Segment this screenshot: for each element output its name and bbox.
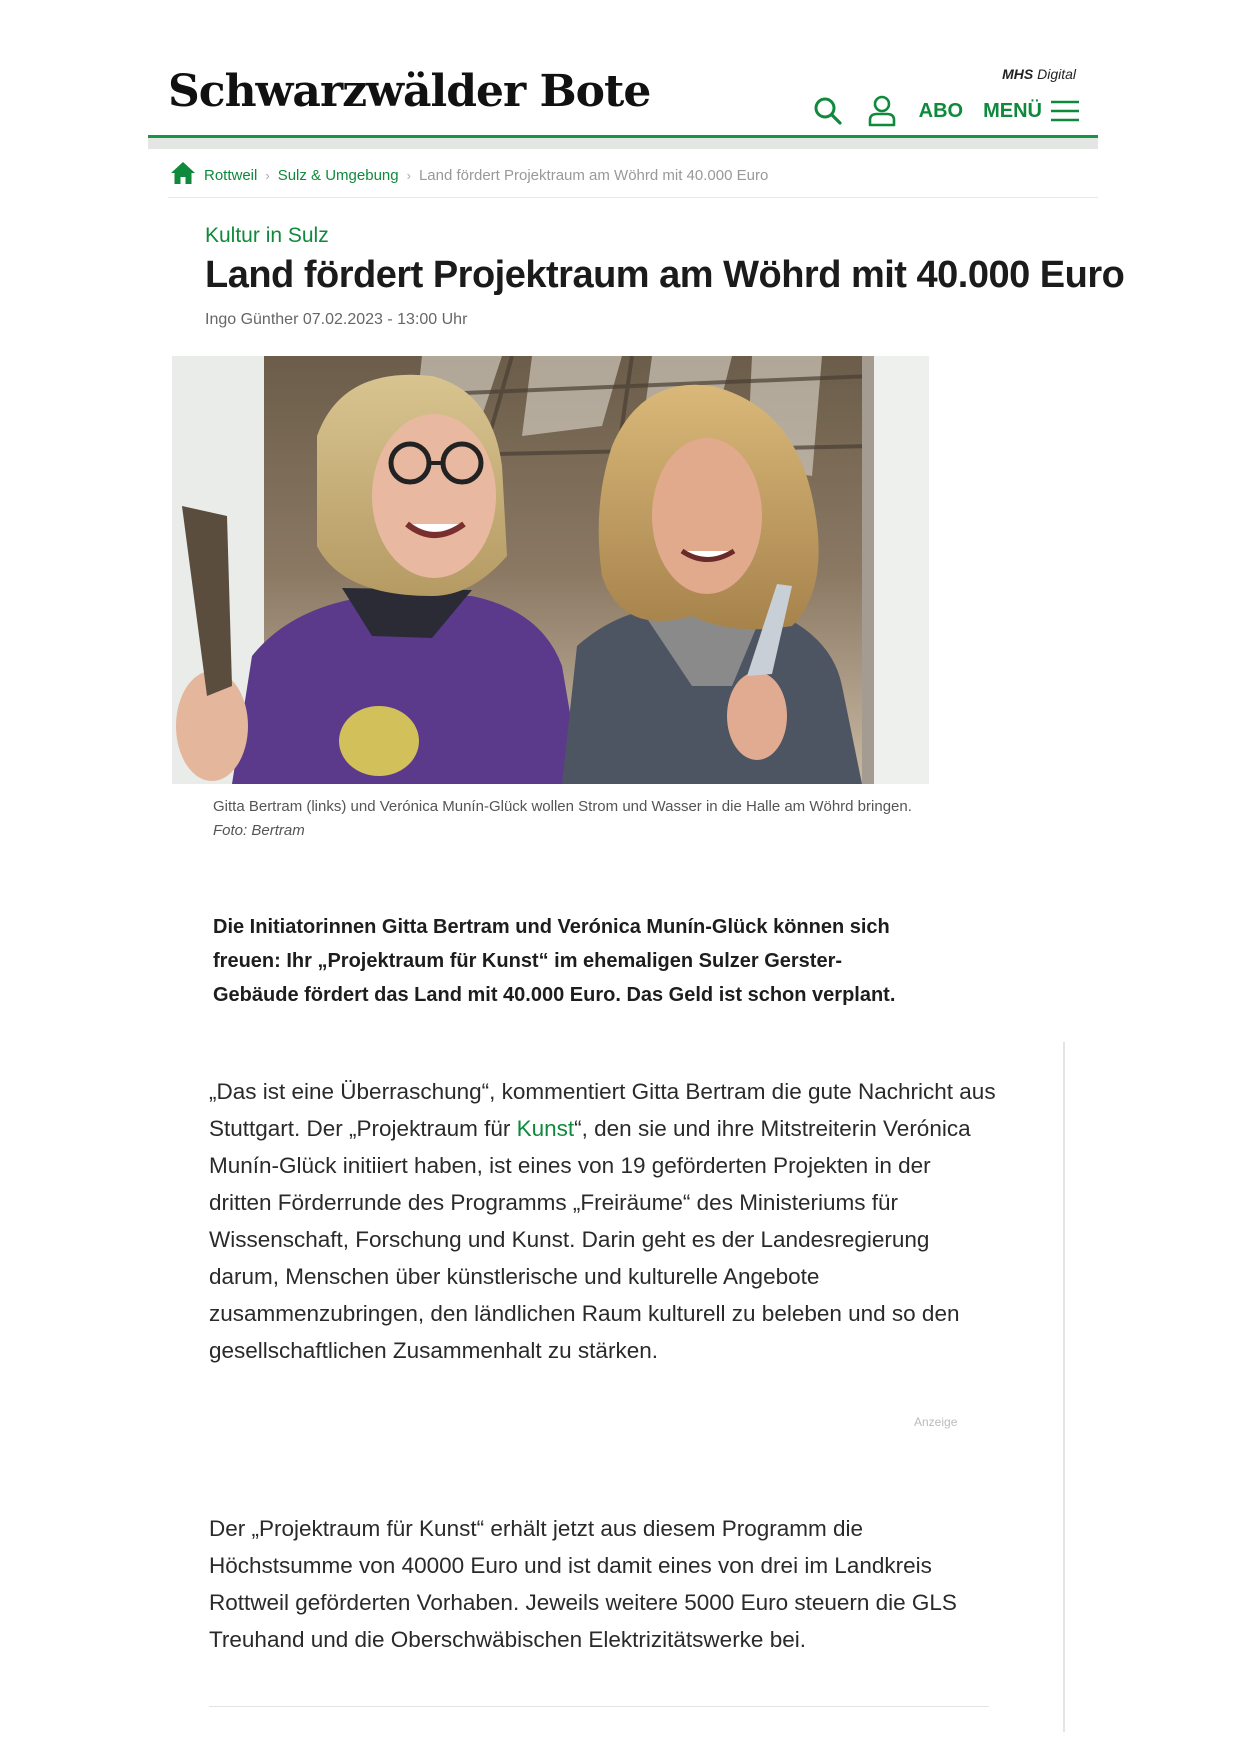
menu-button[interactable]	[983, 100, 1080, 123]
chevron-right-icon: ›	[265, 167, 270, 183]
article-photo[interactable]	[172, 356, 929, 784]
article-lead: Die Initiatorinnen Gitta Bertram und Verónica Munín-Glück können sich freuen: Ihr „Projektraum für Kunst“ im ehemaligen Sulzer Gerster-Gebäude fördert das Land mit 40.000 Euro. Das Geld ist schon verplant.	[213, 916, 896, 1006]
mhs-prefix: MHS	[1002, 66, 1034, 82]
article-paragraph-1	[209, 1073, 999, 1369]
header-actions	[811, 94, 1080, 128]
breadcrumb-divider	[168, 197, 1098, 198]
kunst-link[interactable]: Kunst	[516, 1116, 575, 1141]
site-logo[interactable]: Schwarzwälder Bote	[168, 66, 651, 117]
chevron-right-icon: ›	[406, 167, 411, 183]
header-subbar	[148, 138, 1098, 149]
home-icon[interactable]	[170, 161, 196, 189]
hamburger-icon	[1050, 100, 1080, 122]
paragraph-1-text-a: „Das ist eine Überraschung“, kommentiert Gitta Bertram die gute Nachricht aus Stuttgart. Der „Projektraum für	[209, 1079, 996, 1141]
menu-label: MENÜ	[983, 99, 1042, 122]
caption-text: Gitta Bertram (links) und Verónica Munín-Glück wollen Strom und Wasser in die Halle am Wöhrd bringen.	[213, 798, 912, 815]
site-header	[148, 52, 1098, 136]
photo-caption	[213, 795, 913, 843]
ad-label: Anzeige	[914, 1415, 958, 1429]
abo-link[interactable]: ABO	[918, 99, 964, 122]
breadcrumb-current: Land fördert Projektraum am Wöhrd mit 40.000 Euro	[418, 166, 769, 184]
sidebar-divider	[1063, 1042, 1065, 1732]
user-account-icon[interactable]	[865, 94, 899, 128]
breadcrumb-sulz-umgebung[interactable]: Sulz & Umgebung	[277, 166, 399, 184]
article-meta: Ingo Günther 07.02.2023 - 13:00 Uhr	[205, 311, 468, 328]
paragraph-1-text-b: “, den sie und ihre Mitstreiterin Verónica Munín-Glück initiiert haben, ist eines von 19 geförderten Projekten in der dritten Förderrunde des Programms „Freiräume“ des Ministeriums für Wissenschaft, Forschung und Kunst. Darin geht es der Landesregierung darum, Menschen über künstlerische und kulturelle Angebote zusammenzubringen, den ländlichen Raum kulturell zu beleben und so den gesellschaftlichen Zusammenhalt zu stärken.	[209, 1116, 971, 1363]
search-icon[interactable]	[811, 94, 845, 128]
breadcrumb	[170, 162, 768, 188]
breadcrumb-rottweil[interactable]: Rottweil	[204, 166, 258, 184]
mhs-suffix: Digital	[1037, 66, 1076, 82]
article-kicker: Kultur in Sulz	[205, 224, 329, 247]
article-paragraph-2: Der „Projektraum für Kunst“ erhält jetzt aus diesem Programm die Höchstsumme von 40000 Euro und ist damit eines von drei im Landkreis Rottweil geförderten Vorhaben. Jeweils weitere 5000 Euro steuern die GLS Treuhand und die Oberschwäbischen Elektrizitätswerke bei.	[209, 1516, 957, 1652]
mhs-digital-label	[1002, 66, 1076, 82]
paragraph-divider	[209, 1706, 989, 1707]
article-title: Land fördert Projektraum am Wöhrd mit 40.000 Euro	[205, 254, 1125, 296]
photo-credit: Foto: Bertram	[213, 822, 305, 839]
